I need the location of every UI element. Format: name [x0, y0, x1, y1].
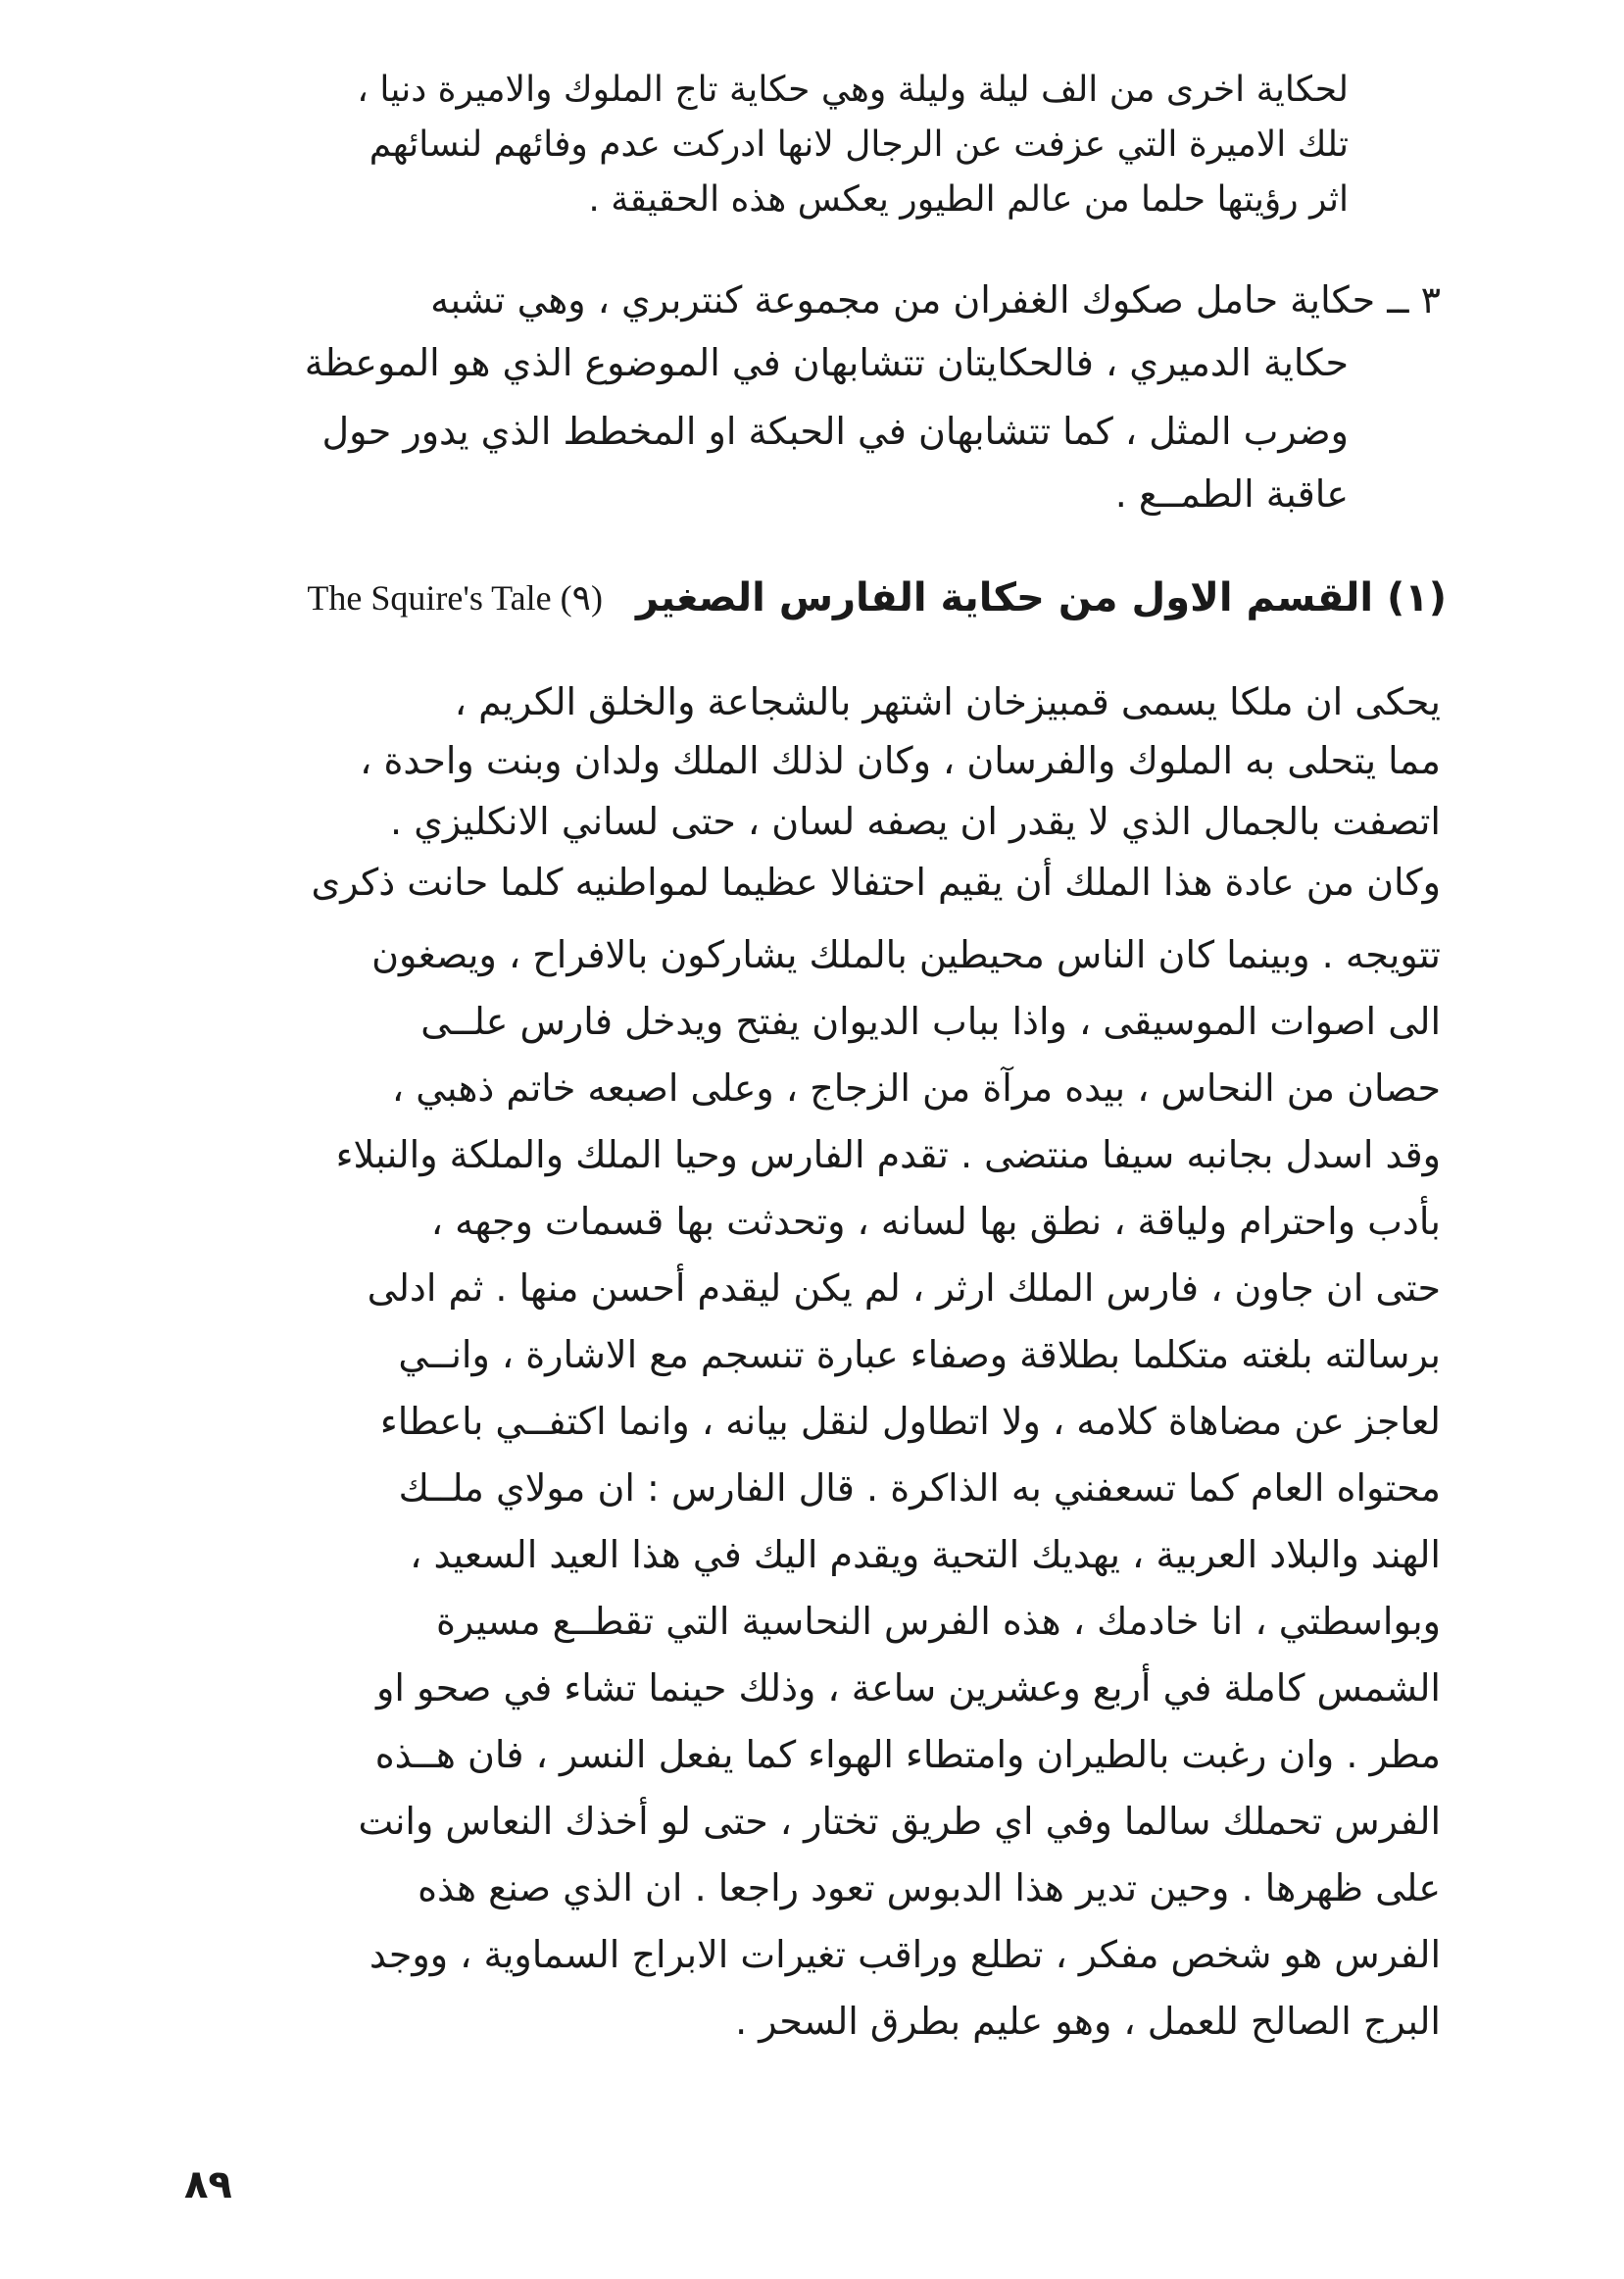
text-line: على ظهرها . وحين تدير هذا الدبوس تعود راجعا . ان الذي صنع هذه [418, 1866, 1441, 1909]
section-heading [231, 569, 1447, 627]
text-line: وكان من عادة هذا الملك أن يقيم احتفالا عظيما لمواطنيه كلما حانت ذكرى [311, 861, 1441, 904]
text-line: الفرس تحملك سالما وفي اي طريق تختار ، حتى لو أخذك النعاس وانت [358, 1800, 1441, 1843]
text-line: الى اصوات الموسيقى ، واذا بباب الديوان يفتح ويدخل فارس علــى [420, 1000, 1441, 1043]
text-line: اتصفت بالجمال الذي لا يقدر ان يصفه لسان ، حتى لساني الانكليزي . [390, 800, 1441, 843]
text-line: الهند والبلاد العربية ، يهديك التحية ويقدم اليك في هذا العيد السعيد ، [410, 1533, 1441, 1576]
text-line: حصان من النحاس ، بيده مرآة من الزجاج ، وعلى اصبعه خاتم ذهبي ، [391, 1066, 1441, 1110]
text-line: برسالته بلغته متكلما بطلاقة وصفاء عبارة تنسجم مع الاشارة ، وانــي [398, 1333, 1441, 1376]
text-line: الشمس كاملة في أربع وعشرين ساعة ، وذلك حينما تشاء في صحو او [376, 1666, 1441, 1709]
text-line: عاقبة الطمــع . [1114, 472, 1349, 516]
text-line: الفرس هو شخص مفكر ، تطلع وراقب تغيرات الابراج السماوية ، ووجد [369, 1933, 1441, 1976]
text-line: تتويجه . وبينما كان الناس محيطين بالملك يشاركون بالافراح ، ويصغون [371, 933, 1441, 976]
text-line: وقد اسدل بجانبه سيفا منتضى . تقدم الفارس وحيا الملك والملكة والنبلاء [335, 1133, 1441, 1176]
text-line: لعاجز عن مضاهاة كلامه ، ولا اتطاول لنقل بيانه ، وانما اكتفــي باعطاء [379, 1400, 1441, 1443]
text-line: لحكاية اخرى من الف ليلة وليلة وهي حكاية تاج الملوك والاميرة دنيا ، [357, 70, 1349, 110]
text-line: اثر رؤيتها حلما من عالم الطيور يعكس هذه الحقيقة . [588, 179, 1349, 220]
text-line: ٣ ــ حكاية حامل صكوك الغفران من مجموعة كنتربري ، وهي تشبه [430, 278, 1441, 322]
text-line: حتى ان جاون ، فارس الملك ارثر ، لم يكن ليقدم أحسن منها . ثم ادلى [367, 1266, 1441, 1310]
text-line: البرج الصالح للعمل ، وهو عليم بطرق السحر . [735, 2000, 1441, 2043]
text-line: يحكى ان ملكا يسمى قمبيزخان اشتهر بالشجاعة والخلق الكريم ، [454, 680, 1441, 723]
text-line: بأدب واحترام ولياقة ، نطق بها لسانه ، وتحدثت بها قسمات وجهه ، [430, 1200, 1441, 1243]
section-heading-arabic: (١) القسم الاول من حكاية الفارس الصغير [635, 575, 1447, 620]
text-line: وبواسطتي ، انا خادمك ، هذه الفرس النحاسية التي تقطــع مسيرة [436, 1600, 1441, 1643]
text-line: مطر . وان رغبت بالطيران وامتطاء الهواء كما يفعل النسر ، فان هــذه [374, 1733, 1441, 1776]
text-line: محتواه العام كما تسعفني به الذاكرة . قال الفارس : ان مولاي ملــك [398, 1466, 1441, 1510]
text-line: تلك الاميرة التي عزفت عن الرجال لانها ادركت عدم وفائهم لنسائهم [369, 124, 1349, 165]
text-line: مما يتحلى به الملوك والفرسان ، وكان لذلك الملك ولدان وبنت واحدة ، [360, 739, 1441, 782]
text-line: حكاية الدميري ، فالحكايتان تتشابهان في الموضوع الذي هو الموعظة [304, 341, 1349, 384]
text-line: وضرب المثل ، كما تتشابهان في الحبكة او المخطط الذي يدور حول [321, 410, 1349, 453]
page-number: ٨٩ [184, 2162, 232, 2207]
section-heading-english: The Squire's Tale (٩) [307, 578, 603, 618]
